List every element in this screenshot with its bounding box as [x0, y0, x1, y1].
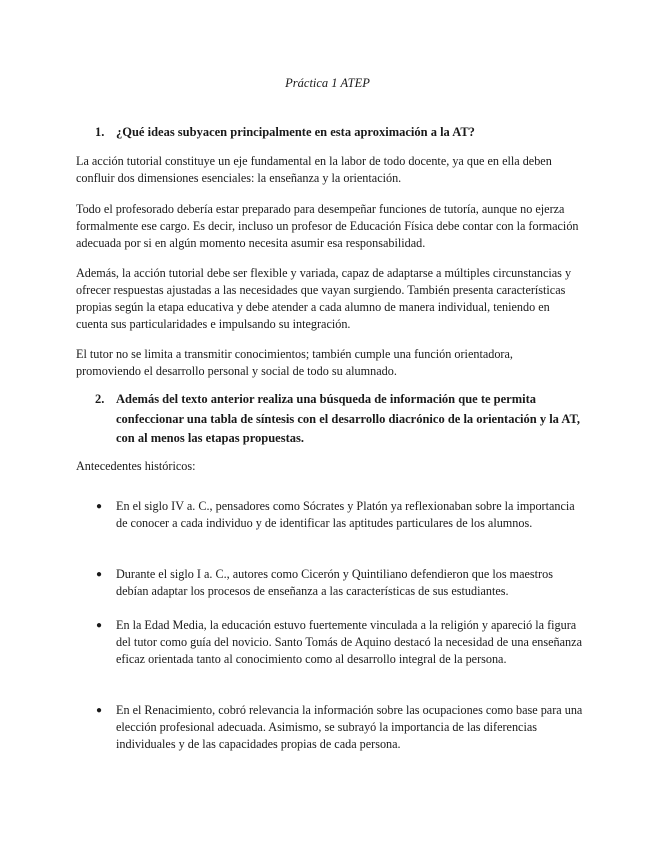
bullet-icon: ●	[96, 620, 103, 631]
question-2-number: 2.	[95, 392, 105, 406]
bullet-icon: ●	[96, 501, 103, 512]
bullet-icon: ●	[96, 705, 103, 716]
list-item-text: En el Renacimiento, cobró relevancia la información sobre las ocupaciones como base para una elección profesional adecuada. Asimismo, se subrayó la importancia de las diferencias individuales y de las capacidades propias de cada persona.	[116, 703, 583, 751]
question-1-text: ¿Qué ideas subyacen principalmente en esta aproximación a la AT?	[116, 125, 475, 139]
antecedentes-label: Antecedentes históricos:	[76, 459, 196, 473]
bullet-icon: ●	[96, 569, 103, 580]
paragraph-2: Todo el profesorado debería estar preparado para desempeñar funciones de tutoría, aunque no ejerza formalmente ese cargo. Es decir, incluso un profesor de Educación Física debe contar con la formación adecuada por si en algún momento necesita asumir esa responsabilidad.	[76, 202, 579, 250]
question-2-text: Además del texto anterior realiza una búsqueda de información que te permita confeccionar una tabla de síntesis con el desarrollo diacrónico de la orientación y la AT, con al menos las etapas propuestas.	[116, 392, 580, 445]
paragraph-3: Además, la acción tutorial debe ser flexible y variada, capaz de adaptarse a múltiples circunstancias y ofrecer respuestas ajustadas a las necesidades que vayan surgiendo. También presenta características propias según la etapa educativa y debe atender a cada alumno de manera individual, teniendo en cuenta sus particularidades e impulsando su integración.	[76, 266, 572, 331]
paragraph-1: La acción tutorial constituye un eje fundamental en la labor de todo docente, ya que en ella deben confluir dos dimensiones esenciales: la enseñanza y la orientación.	[76, 154, 552, 185]
list-item-text: Durante el siglo I a. C., autores como Cicerón y Quintiliano defendieron que los maestros debían adaptar los procesos de enseñanza a las características de sus estudiantes.	[116, 567, 553, 598]
paragraph-4: El tutor no se limita a transmitir conocimientos; también cumple una función orientadora, promoviendo el desarrollo personal y social de todo su alumnado.	[76, 347, 513, 378]
question-1-number: 1.	[95, 125, 105, 139]
list-item-text: En el siglo IV a. C., pensadores como Sócrates y Platón ya reflexionaban sobre la importancia de conocer a cada individuo y de identificar las aptitudes particulares de los alumnos.	[116, 499, 575, 530]
list-item-text: En la Edad Media, la educación estuvo fuertemente vinculada a la religión y apareció la figura del tutor como guía del novicio. Santo Tomás de Aquino destacó la necesidad de una enseñanza eficaz orientada tanto al conocimiento como al desarrollo integral de la persona.	[116, 618, 582, 666]
document-title: Práctica 1 ATEP	[285, 76, 370, 90]
